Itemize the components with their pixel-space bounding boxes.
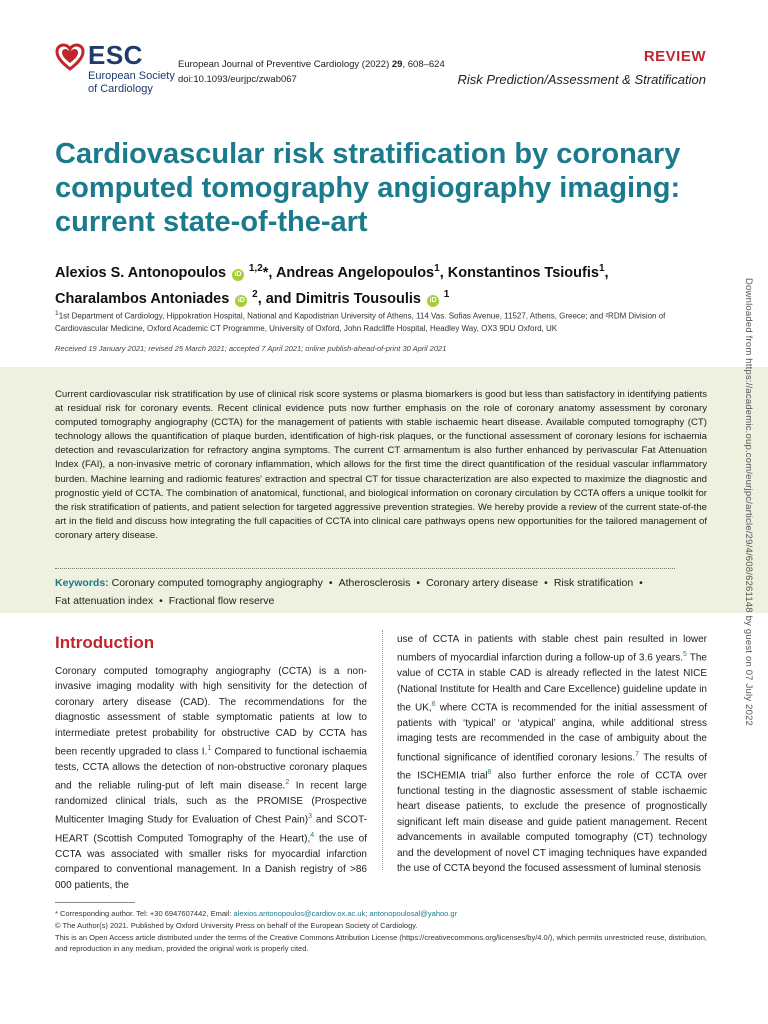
keyword-bullet: • — [639, 577, 643, 589]
citation-link[interactable]: 1 — [207, 745, 212, 753]
corresponding-text: * Corresponding author. Tel: +30 6947607442, Email: — [55, 909, 234, 918]
body-column-right — [397, 632, 707, 876]
author-separator: *, — [262, 264, 276, 281]
body-text: use of CCTA in patients with stable chest pain resulted in lower numbers of myocardial infarction during a follow-up of 3.6 years. — [397, 634, 707, 664]
affil-sup: 1 — [55, 310, 59, 317]
keyword-bullet: • — [544, 577, 548, 589]
orcid-icon[interactable]: iD — [232, 269, 244, 281]
body-text: In recent large randomized clinical trials, such as the PROMISE (Prospective Multicenter Imaging Study for Evaluation of Chest Pain) — [55, 780, 367, 826]
journal-citation — [178, 57, 445, 87]
citation-link[interactable]: 2 — [285, 779, 290, 787]
author-list — [55, 258, 705, 310]
journal-name: European Journal of Preventive Cardiology (2022) — [178, 59, 392, 70]
footnote-divider — [55, 902, 135, 903]
article-title: Cardiovascular risk stratification by coronary computed tomography angiography imaging: current state-of-the-art — [55, 138, 681, 238]
author-affil-sup: 1 — [434, 263, 440, 274]
keyword-bullet: • — [416, 577, 421, 589]
keyword: Atherosclerosis — [338, 577, 411, 589]
body-text: the use of CCTA was associated with smaller risks for myocardial infarction compared to conventional management. In a Danish registry of >86 000 patients, the — [55, 833, 368, 891]
author-name[interactable]: Andreas Angelopoulos — [275, 264, 435, 281]
abstract-text: Current cardiovascular risk stratification by use of clinical risk score systems or plasma biomarkers is good but less than satisfactory in identifying patients at residual risk for coronary events. Recent clinical evidence puts now further emphasis on the role of coronary anatomy assessment by coronary computed tomography angiography (CCTA) for the management of patients with stable ischaemic heart disease. Available computed tomography (CT) technology allows the quantification of plaque burden, identification of high-risk plaques, or the functional assessment of coronary lesions for ischaemia detection and revascularization for refractory angina symptoms. The current CT armamentum is also further enhanced by perivascular Fat Attenuation Index (FAI), a non-invasive metric of coronary inflammation, which allows for the first time the direct quantification of the residual vascular inflammatory burden. Machine learning and radiomic features' extraction and spectral CT for tissue characterization are also expected to maximize the diagnostic and prognostic yield of CCTA. The combination of anatomical, functional, and biological information on coronary circulation by CCTA offers a unique toolkit for the risk stratification of patients, and patient selection for targeted aggressive prevention strategies. We hereby provide a review of the current state-of-the art in the field and discuss how integrating the full capacities of CCTA into clinical care pathways opens new opportunities for the tailored management of coronary artery disease. — [55, 389, 708, 541]
author-affil-sup: 1 — [598, 263, 605, 274]
affiliations — [55, 308, 705, 335]
keywords-label: Keywords: — [55, 577, 109, 589]
keyword: Coronary artery disease — [426, 577, 539, 589]
email-link[interactable]: antonopoulosal@yahoo.gr — [369, 909, 458, 918]
footnotes — [55, 908, 715, 955]
column-divider — [382, 630, 383, 870]
orcid-icon[interactable]: iD — [235, 295, 247, 307]
keyword: Risk stratification — [553, 577, 634, 589]
citation-link[interactable]: 5 — [683, 651, 687, 659]
citation-link[interactable]: 6 — [431, 700, 436, 708]
email-link[interactable]: alexios.antonopoulos@cardiov.ox.ac.uk — [233, 909, 366, 918]
citation-link[interactable]: 3 — [308, 813, 313, 821]
body-text: The value of CCTA in stable CAD is already reflected in the latest NICE (National Institute for Health and Care Excellence) guideline update in the UK, — [397, 652, 707, 714]
heart-logo-icon — [55, 42, 85, 72]
journal-pages: , 608–624 — [402, 59, 445, 70]
author-separator: , — [604, 264, 609, 281]
keyword-bullet: • — [328, 577, 333, 589]
corresponding-author — [55, 908, 715, 920]
author-affil-sup: 1,2 — [246, 263, 263, 274]
author-name[interactable]: Charalambos Antoniades — [55, 290, 230, 307]
body-text: Compared to functional ischaemia tests, CCTA allows the detection of non-obstructive coronary plaques and the reliable ruling-put of left main disease. — [55, 746, 367, 792]
body-text: The results of the ISCHEMIA trial — [397, 751, 707, 782]
article-dates: Received 19 January 2021; revised 25 March 2021; accepted 7 April 2021; online publish-ahead-of-print 30 April 2021 — [55, 344, 447, 353]
keywords-divider — [55, 568, 675, 569]
body-text: Coronary computed tomography angiography (CCTA) is a non-invasive imaging modality with high sensitivity for the detection of coronary artery disease (CAD). The recommendations for the diagnostic assessment of stable symptomatic patients at low to intermediate pretest probability for obstructive CAD by CCTA has been recently upgraded to class I. — [55, 666, 367, 758]
body-column-left — [55, 664, 367, 893]
author-affil-sup: 1 — [441, 288, 450, 300]
esc-subtitle-line1: European Society — [88, 70, 175, 82]
affiliations-text: 1st Department of Cardiology, Hippokration Hospital, National and Kapodistrian University of Athens, 114 Vas. Sofias Avenue, 11527, Athens, Greece; and ²RDM Division of Cardiovascular Medicine, Oxford Academic CT Programme, University of Oxford, John Radcliffe Hospital, Headley Way, OX3 9DU Oxford, UK — [55, 311, 666, 333]
keyword: Fractional flow reserve — [168, 595, 275, 607]
citation-link[interactable]: 4 — [310, 832, 315, 840]
keyword-bullet: • — [159, 595, 163, 607]
body-text: where CCTA is recommended for the initial assessment of patients with ‘typical’ or ‘atypical’ angina, while additional stress imaging tests are recommended in the case of ambiguity about the functional significance of identified coronary lesions. — [397, 702, 707, 763]
article-type: REVIEW — [643, 48, 706, 65]
keyword: Fat attenuation index — [55, 595, 154, 607]
esc-wordmark: ESC — [88, 40, 143, 70]
citation-link[interactable]: 8 — [487, 769, 492, 777]
body-text: and SCOT-HEART (Scottish Computed Tomography of the Heart), — [55, 814, 367, 845]
watermark-text: Downloaded from https://academic.oup.com/eurjpc/article/29/4/608/6261148 by guest on 07 July 2022 — [743, 278, 754, 727]
article-category: Risk Prediction/Assessment & Stratification — [457, 72, 706, 87]
author-separator: , — [439, 264, 448, 281]
author-name[interactable]: Konstantinos Tsioufis — [447, 264, 599, 281]
download-watermark — [742, 278, 756, 768]
body-text: also further enforce the role of CCTA over functional testing in the diagnostic assessment of stable ischaemic heart disease patients, to exclude the presence of prognostically significant left main disease and guide patient management. Recent advancements in available computed tomography (CT) technology and the development of novel CT imaging techniques have expanded the use of CCTA beyond the focused assessment of luminal stenosis — [397, 770, 708, 874]
keyword: Coronary computed tomography angiography — [111, 577, 323, 589]
author-name[interactable]: Alexios S. Antonopoulos — [55, 264, 227, 281]
journal-volume: 29 — [391, 59, 403, 70]
author-name[interactable]: Dimitris Tousoulis — [295, 290, 421, 307]
citation-link[interactable]: 7 — [635, 750, 640, 758]
email-separator: ; — [365, 909, 370, 918]
keywords — [55, 574, 715, 610]
copyright-notice: © The Author(s) 2021. Published by Oxford University Press on behalf of the European Society of Cardiology. — [55, 920, 418, 930]
license-notice: This is an Open Access article distributed under the terms of the Creative Commons Attribution License (https://creativecommons.org/licenses/by/4.0/), which permits unrestricted reuse, distribution, and reproduction in any medium, provided the original work is properly cited. — [55, 932, 707, 954]
author-affil-sup: 2 — [249, 288, 258, 300]
esc-logo — [55, 40, 175, 96]
orcid-icon[interactable]: iD — [427, 295, 439, 307]
author-separator: , and — [257, 290, 296, 307]
section-heading-introduction: Introduction — [55, 633, 155, 652]
doi-link[interactable]: doi:10.1093/eurjpc/zwab067 — [178, 74, 297, 85]
esc-subtitle-line2: of Cardiology — [88, 83, 153, 95]
